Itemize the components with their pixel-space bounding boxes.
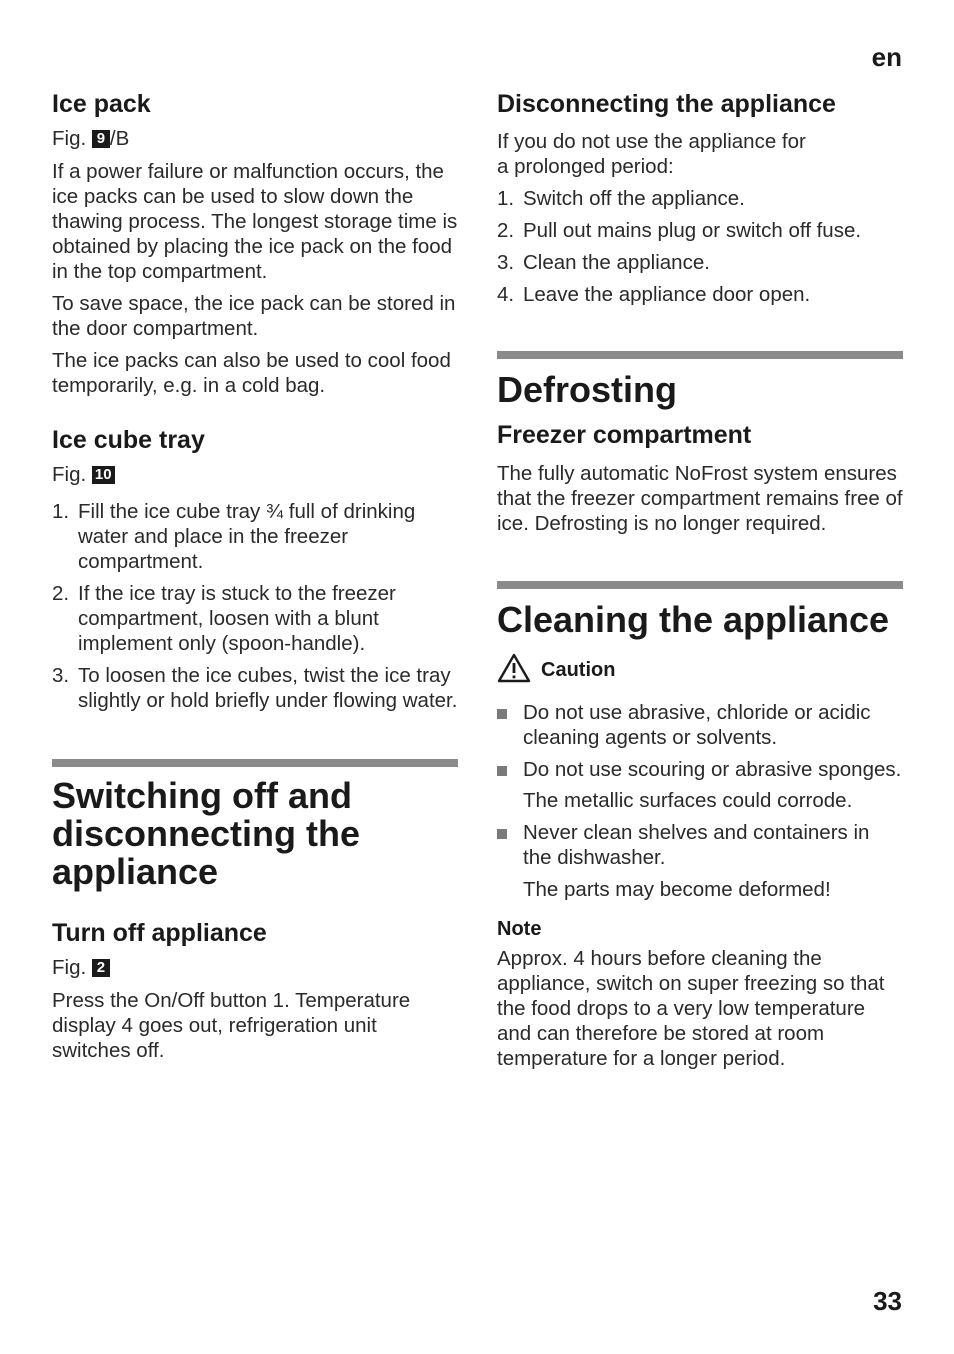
right-column: [497, 88, 903, 1071]
step-text: Fill the ice cube tray ¾ full of drinking water and place in the freezer compartment.: [78, 500, 416, 573]
step-text: Pull out mains plug or switch off fuse.: [523, 219, 862, 242]
step-text: Leave the appliance door open.: [523, 283, 811, 306]
step-number: 2.: [497, 219, 515, 242]
ice-pack-paragraph-1: If a power failure or malfunction occurs, the ice packs can be used to slow down the thawing process. The longest storage time is obtained by placing the ice pack on the food in the top compartment.: [52, 160, 458, 283]
turn-off-figure-ref: [52, 955, 458, 980]
list-item: [497, 218, 903, 243]
bullet-square-icon: [497, 709, 507, 719]
disconnecting-heading: Disconnecting the appliance: [497, 90, 836, 118]
ice-cube-tray-heading: Ice cube tray: [52, 426, 205, 454]
list-item: [497, 186, 903, 211]
ice-pack-figure-ref: [52, 126, 458, 151]
turn-off-paragraph: Press the On/Off button 1. Temperature display 4 goes out, refrigeration unit switches off.: [52, 989, 411, 1062]
step-number: 1.: [52, 500, 70, 523]
step-text: To loosen the ice cubes, twist the ice tray slightly or hold briefly under flowing water.: [78, 664, 458, 712]
left-column: [52, 88, 458, 1063]
figure-number-badge: 2: [92, 959, 110, 977]
page-number: 33: [873, 1286, 902, 1316]
fig-suffix: /B: [109, 127, 130, 150]
bullet-text: Do not use scouring or abrasive sponges.: [523, 758, 902, 781]
disconnecting-steps: [497, 186, 903, 307]
step-number: 4.: [497, 283, 515, 306]
list-item: [52, 499, 458, 574]
list-item: [497, 250, 903, 275]
caution-list-continued: [497, 820, 903, 870]
caution-label: Caution: [541, 659, 616, 681]
section-divider: [52, 759, 458, 767]
defrosting-heading: Defrosting: [497, 369, 677, 410]
ice-pack-paragraph-3: The ice packs can also be used to cool food temporarily, e.g. in a cold bag.: [52, 349, 451, 397]
bullet-note: The parts may become deformed!: [523, 878, 831, 901]
ice-pack-heading: Ice pack: [52, 90, 151, 118]
note-paragraph: Approx. 4 hours before cleaning the appliance, switch on super freezing so that the food drops to a very low temperature and can therefore be stored at room temperature for a longer period.: [497, 947, 885, 1070]
fig-prefix: Fig.: [52, 956, 87, 979]
ice-cube-tray-steps: [52, 499, 458, 713]
caution-list: [497, 700, 903, 782]
disconnecting-intro: If you do not use the appliance for a prolonged period:: [497, 130, 806, 178]
turn-off-heading: Turn off appliance: [52, 919, 267, 947]
list-item: [52, 663, 458, 713]
bullet-text: Never clean shelves and containers in the dishwasher.: [523, 821, 870, 869]
section-divider: [497, 351, 903, 359]
caution-header: [497, 653, 903, 688]
freezer-compartment-heading: Freezer compartment: [497, 421, 752, 449]
list-item: [497, 700, 903, 750]
fig-prefix: Fig.: [52, 463, 87, 486]
fig-prefix: Fig.: [52, 127, 87, 150]
figure-number-badge: 10: [92, 466, 115, 484]
list-item: [52, 581, 458, 656]
language-code: en: [871, 42, 902, 72]
list-item: [497, 282, 903, 307]
bullet-square-icon: [497, 766, 507, 776]
bullet-note: The metallic surfaces could corrode.: [523, 789, 853, 812]
ice-cube-tray-figure-ref: [52, 462, 458, 487]
note-heading: Note: [497, 918, 542, 940]
switching-off-heading: Switching off and disconnecting the appliance: [52, 775, 361, 892]
defrosting-paragraph: The fully automatic NoFrost system ensures that the freezer compartment remains free of ice. Defrosting is no longer required.: [497, 462, 903, 535]
step-number: 3.: [497, 251, 515, 274]
bullet-text: Do not use abrasive, chloride or acidic cleaning agents or solvents.: [523, 701, 871, 749]
cleaning-heading: Cleaning the appliance: [497, 599, 890, 640]
step-text: Clean the appliance.: [523, 251, 710, 274]
figure-number-badge: 9: [92, 130, 110, 148]
step-number: 3.: [52, 664, 70, 687]
list-item: [497, 820, 903, 870]
ice-pack-paragraph-2: To save space, the ice pack can be stored in the door compartment.: [52, 292, 456, 340]
bullet-square-icon: [497, 829, 507, 839]
list-item: [497, 757, 903, 782]
step-text: Switch off the appliance.: [523, 187, 745, 210]
warning-icon: [497, 653, 531, 688]
step-number: 2.: [52, 582, 70, 605]
step-number: 1.: [497, 187, 515, 210]
section-divider: [497, 581, 903, 589]
step-text: If the ice tray is stuck to the freezer compartment, loosen with a blunt implement only (spoon-handle).: [78, 582, 396, 655]
